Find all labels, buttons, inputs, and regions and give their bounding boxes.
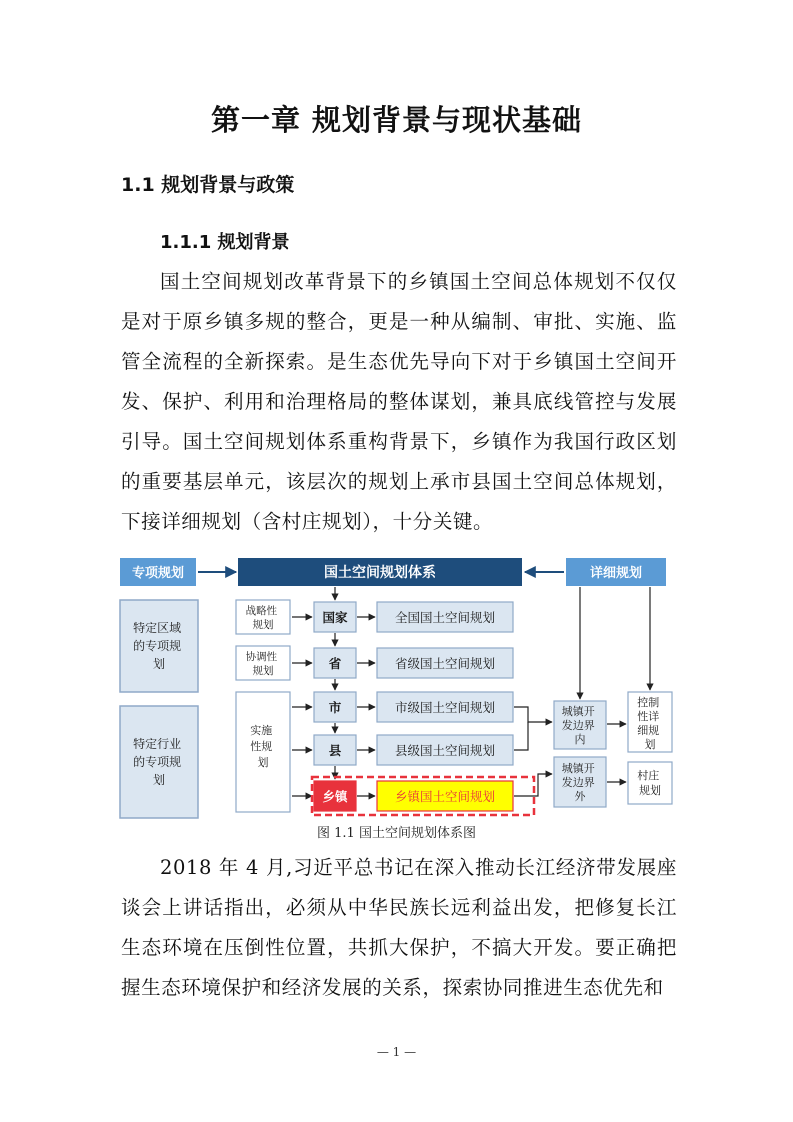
- header-detail-plan-label: 详细规划: [589, 566, 643, 581]
- svg-text:省: 省: [328, 656, 342, 671]
- svg-text:城镇开 发边界 外: 城镇开 发边界 外: [561, 762, 595, 803]
- header-system-label: 国土空间规划体系: [324, 565, 436, 581]
- plan-city: [377, 692, 513, 722]
- svg-text:特定区域 的专项规: 特定区域 的专项规 划: [133, 621, 182, 671]
- paragraph-policy: 2018 年 4 月,习近平总书记在深入推动长江经济带发展座谈会上讲话指出，必须从中华民族长远利益出发，把修复长江生态环境在压倒性位置，共抓大保护，不搞大开发。要正确把握生态环境保护和经济发展的关系，探索协同推进生态优先和: [121, 856, 677, 999]
- svg-text:城镇开 发边界 内: 城镇开 发边界 内: [561, 705, 595, 746]
- type-strategic: [236, 600, 290, 634]
- paragraph-background: 国土空间规划改革背景下的乡镇国土空间总体规划不仅仅是对于原乡镇多规的整合，更是一种从编制、审批、实施、监管全流程的全新探索。是生态优先导向下对于乡镇国土空间开发、保护、利用和治理格局的整体谋划，兼具底线管控与发展引导。国土空间规划体系重构背景下，乡镇作为我国行政区划的重要基层单元，该层次的规划上承市县国土空间总体规划，下接详细规划（含村庄规划），十分关键。: [121, 270, 677, 533]
- chapter-title: 第一章 规划背景与现状基础: [210, 103, 583, 137]
- level-county: [314, 735, 356, 765]
- svg-text:乡镇国土空间规划: 乡镇国土空间规划: [394, 789, 496, 804]
- svg-text:县: 县: [328, 743, 342, 758]
- village-plan: [628, 762, 672, 804]
- level-province: [314, 648, 356, 678]
- figure-caption: 图 1.1 国土空间规划体系图: [317, 826, 476, 841]
- svg-text:国家: 国家: [322, 610, 348, 625]
- svg-text:省级国土空间规划: 省级国土空间规划: [394, 656, 496, 671]
- type-coordinating: [236, 646, 290, 680]
- left-box-industry: [120, 706, 198, 818]
- planning-system-diagram: [118, 554, 680, 822]
- type-implementing: [236, 692, 290, 812]
- header-special-plan-label: 专项规划: [131, 566, 185, 581]
- svg-text:县级国土空间规划: 县级国土空间规划: [394, 743, 496, 758]
- level-city: [314, 692, 356, 722]
- control-detail-plan: [628, 692, 672, 752]
- svg-text:战略性 规划: 战略性 规划: [245, 605, 278, 631]
- svg-text:全国国土空间规划: 全国国土空间规划: [394, 610, 496, 625]
- page-number: — 1 —: [376, 1045, 417, 1059]
- plan-national: [377, 602, 513, 632]
- svg-text:市级国土空间规划: 市级国土空间规划: [394, 700, 496, 715]
- level-township: [314, 781, 356, 811]
- urban-boundary-outside: [554, 757, 606, 807]
- header-detail-plan: [566, 558, 666, 586]
- svg-text:控制 性详 细规: 控制 性详 细规 划: [637, 696, 660, 751]
- header-system: [238, 558, 522, 586]
- svg-text:协调性 规划: 协调性 规划: [245, 651, 278, 677]
- svg-text:乡镇: 乡镇: [322, 789, 348, 804]
- left-box-region: [120, 600, 198, 692]
- svg-text:特定行业 的专项规: 特定行业 的专项规 划: [133, 737, 182, 787]
- urban-boundary-inside: [554, 701, 606, 749]
- level-national: [314, 602, 356, 632]
- svg-text:村庄 规划: 村庄 规划: [637, 769, 661, 797]
- svg-text:市: 市: [328, 700, 342, 715]
- svg-text:实施 性规 划: 实施 性规 划: [250, 724, 273, 769]
- subsection-heading: 1.1.1 规划背景: [160, 232, 290, 253]
- plan-province: [377, 648, 513, 678]
- section-heading: 1.1 规划背景与政策: [121, 174, 295, 196]
- plan-county: [377, 735, 513, 765]
- header-special-plan: [120, 558, 196, 586]
